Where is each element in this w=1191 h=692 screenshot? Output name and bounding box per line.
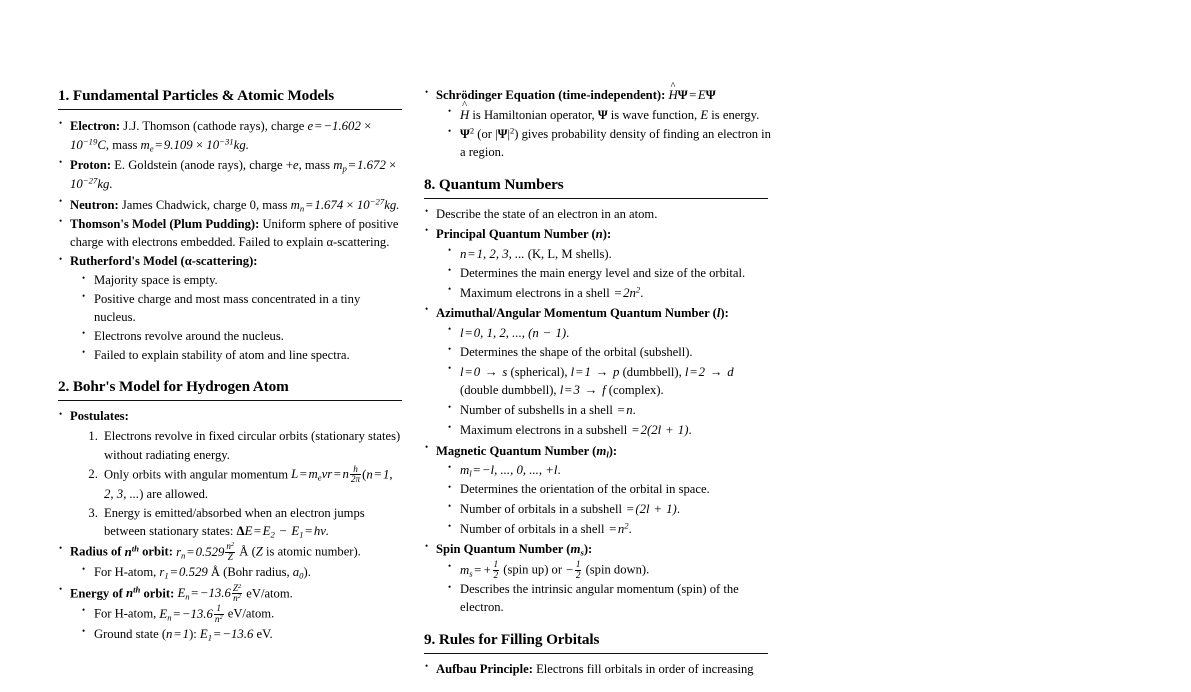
list-item-magnetic-quantum-number	[424, 442, 774, 539]
magnetic-label: Magnetic Quantum Number $(m_l)$:	[436, 443, 618, 459]
postulate-3	[101, 504, 402, 541]
radius-formula: $r_n = 0.529$ $\frac{n^2}{Z}$	[176, 541, 235, 562]
postulate-2-paren: (	[362, 467, 367, 482]
energy-h-atom: • For H-atom, $E_n = -13.6$ $\frac{1}{n^2}$ eV/atom.	[80, 604, 402, 624]
list-item-schrodinger	[424, 86, 774, 162]
magnetic-orbitals-shell: • Number of orbitals in a shell = $n^2$.	[446, 520, 774, 539]
quantum-numbers-list	[424, 206, 774, 617]
magnetic-values: • $m_l = -l$, ..., 0, ..., +l.	[446, 461, 774, 480]
radius-unit: Å	[239, 544, 249, 559]
section-rule-8	[424, 198, 768, 199]
section-rule-1	[58, 109, 402, 110]
radius-label: Radius of $n^{th}$ orbit:	[70, 543, 173, 559]
section-fundamental-particles	[58, 86, 402, 364]
rutherford-sublist	[70, 272, 402, 364]
list-item-rutherford-model	[58, 253, 402, 364]
list-item-radius	[58, 542, 402, 582]
postulates-label: Postulates:	[70, 409, 129, 424]
electron-math: $e = -1.602 \times 10^{-19}C$	[70, 119, 372, 152]
proton-label: Proton:	[70, 158, 112, 173]
list-item-electron	[58, 117, 402, 155]
schrodinger-definition: • H ^ is Hamiltonian operator, Ψ is wave function, E is energy.	[446, 106, 774, 125]
aufbau-label: Aufbau Principle:	[436, 661, 533, 676]
azimuthal-label: Azimuthal/Angular Momentum Quantum Number (l):	[436, 305, 729, 320]
spin-values: • $m_s$ = + $\frac{1}{2}$ (spin up) or − $\frac{1}{2}$ (spin down).	[446, 560, 774, 580]
principal-sublist	[436, 245, 774, 303]
azimuthal-values: • l = 0, 1, 2, ..., (n − 1).	[446, 324, 774, 343]
schrodinger-label: Schrödinger Equation (time-independent):	[436, 88, 666, 102]
right-column	[424, 86, 774, 692]
electron-label: Electron:	[70, 119, 121, 133]
rutherford-point-2: • Positive charge and most mass concentrated in a tiny nucleus.	[80, 291, 402, 327]
list-item-postulates	[58, 408, 402, 541]
thomson-label: Thomson's Model (Plum Pudding):	[70, 216, 260, 231]
schrodinger-probability: • $\Psi^2$ (or $|\Psi|^2$) gives probability density of finding an electron in a region.	[446, 126, 774, 162]
electron-text-2: , mass	[105, 137, 141, 152]
two-column-layout	[58, 86, 1133, 692]
energy-label: Energy of $n^{th}$ orbit:	[70, 584, 175, 601]
postulate-2-text-2: ) are allowed.	[139, 486, 209, 501]
list-item-spin-quantum-number	[424, 540, 774, 616]
bohr-model-list	[58, 408, 402, 644]
neutron-mass-math: $m_n = 1.674 \times 10^{-27}kg$.	[290, 196, 400, 213]
postulate-2-text: Only orbits with angular momentum	[104, 467, 292, 482]
quantum-numbers-intro: • Describe the state of an electron in an atom.	[424, 206, 774, 224]
schrodinger-equation: H ^Ψ = EΨ	[668, 88, 715, 102]
electron-mass-math: $m_e = 9.109 \times 10^{-31}kg$.	[140, 136, 249, 154]
radius-note: (Z is atomic number).	[251, 544, 361, 559]
neutron-text: James Chadwick, charge 0, mass	[121, 197, 291, 212]
left-column	[58, 86, 402, 692]
list-item-principal-quantum-number	[424, 225, 774, 303]
thomson-text: Uniform sphere of positive charge with electrons embedded. Failed to explain α-scattering.	[70, 216, 399, 249]
section-heading-1: 1. Fundamental Particles & Atomic Models	[58, 87, 335, 104]
proton-text-2: , mass	[298, 158, 334, 173]
rutherford-point-4: • Failed to explain stability of atom and line spectra.	[80, 347, 402, 365]
proton-text: E. Goldstein (anode rays), charge	[114, 158, 286, 173]
list-item-azimuthal-quantum-number	[424, 304, 774, 440]
section-rule-2	[58, 400, 402, 401]
list-item-neutron	[58, 196, 402, 215]
azimuthal-subshell-map: • l = 0 → s (spherical), l = 1 → p (dumbbell), l = 2 → d (double dumbbell), l = 3 → f (complex).	[446, 363, 774, 401]
filling-orbitals-list	[424, 661, 774, 679]
schrodinger-list	[424, 86, 774, 162]
azimuthal-subshell-count: • Number of subshells in a shell = n.	[446, 401, 774, 420]
radius-h-atom: • For H-atom, $r_1 = 0.529$ Å (Bohr radius, $a_0$).	[80, 563, 402, 582]
list-item-aufbau-principle	[424, 661, 774, 679]
energy-formula: $E_n = -13.6$ $\frac{Z^2}{n^2}$	[177, 582, 242, 603]
section-rule-9	[424, 653, 768, 654]
postulates-ordered-list	[70, 427, 402, 541]
postulate-2	[101, 465, 402, 503]
proton-charge-math: +e	[285, 158, 299, 173]
postulate-3-text: Energy is emitted/absorbed when an electron jumps between stationary states:	[104, 506, 365, 539]
postulate-3-math: $\Delta E = E_2 - E_1 = h\nu$.	[236, 524, 330, 540]
magnetic-sublist	[436, 461, 774, 539]
list-item-energy	[58, 584, 402, 644]
azimuthal-sublist	[436, 324, 774, 440]
schrodinger-sublist	[436, 106, 774, 162]
spin-describes: • Describes the intrinsic angular momentum (spin) of the electron.	[446, 581, 774, 617]
proton-mass-math: $m_p = 1.672 \times 10^{-27}kg$.	[70, 158, 397, 192]
rutherford-label: Rutherford's Model (α-scattering):	[70, 254, 258, 269]
postulate-2-math-2: n = 1, 2, 3, ...	[104, 467, 393, 501]
section-filling-orbitals	[424, 630, 774, 679]
magnetic-determines: • Determines the orientation of the orbital in space.	[446, 481, 774, 499]
principal-determines: • Determines the main energy level and size of the orbital.	[446, 265, 774, 283]
fundamental-particles-list	[58, 117, 402, 364]
section-quantum-numbers	[424, 175, 774, 617]
schrodinger-block	[424, 86, 774, 162]
radius-sublist	[70, 563, 402, 582]
energy-unit: eV/atom.	[246, 586, 293, 601]
section-heading-9: 9. Rules for Filling Orbitals	[424, 630, 600, 648]
principal-label: Principal Quantum Number (n):	[436, 226, 612, 241]
section-heading-2: 2. Bohr's Model for Hydrogen Atom	[58, 378, 289, 396]
postulate-2-math: $L = m_evr = n$ $\frac{h}{2\pi}$	[291, 463, 361, 485]
list-item-thomson-model	[58, 216, 402, 252]
neutron-label: Neutron:	[70, 197, 119, 212]
rutherford-point-3: • Electrons revolve around the nucleus.	[80, 328, 402, 346]
principal-values: • n = 1, 2, 3, ... (K, L, M shells).	[446, 245, 774, 264]
section-bohr-model	[58, 377, 402, 644]
section-heading-8: 8. Quantum Numbers	[424, 175, 564, 193]
postulate-1: 1. Electrons revolve in fixed circular orbits (stationary states) without radiating energy.	[101, 427, 402, 464]
list-item-proton	[58, 156, 402, 194]
energy-ground-state: • Ground state (n = 1): $E_1 = -13.6$ eV.	[80, 625, 402, 644]
azimuthal-max-electrons: • Maximum electrons in a subshell = 2(2l + 1).	[446, 421, 774, 440]
principal-max-electrons: • Maximum electrons in a shell = $2n^2$.	[446, 284, 774, 303]
electron-text: J.J. Thomson (cathode rays), charge	[123, 119, 305, 133]
spin-label: Spin Quantum Number $(m_s)$:	[436, 542, 593, 558]
spin-sublist	[436, 560, 774, 617]
rutherford-point-1: • Majority space is empty.	[80, 272, 402, 290]
azimuthal-determines: • Determines the shape of the orbital (subshell).	[446, 344, 774, 362]
aufbau-text: Electrons fill orbitals in order of increasing	[536, 661, 754, 676]
energy-sublist	[70, 604, 402, 644]
magnetic-orbitals-subshell: • Number of orbitals in a subshell = (2l + 1).	[446, 500, 774, 519]
